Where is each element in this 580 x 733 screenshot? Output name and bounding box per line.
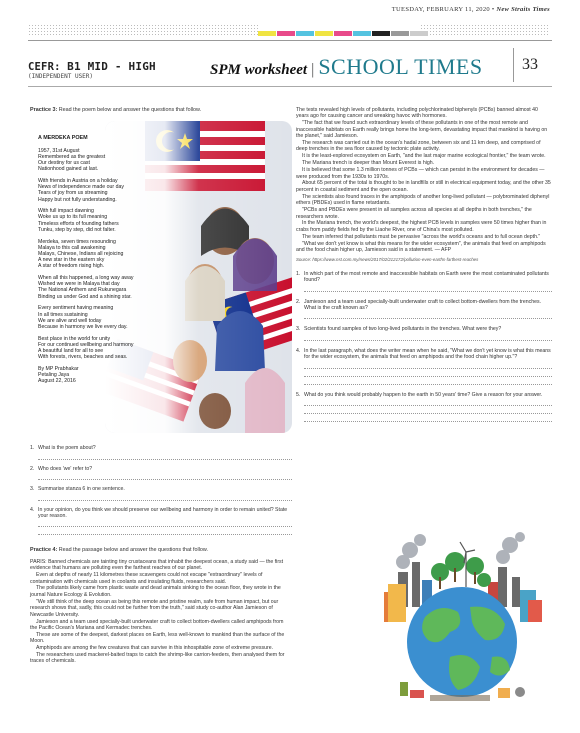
polluted-earth-illustration	[380, 532, 545, 707]
question-number: 3.	[296, 326, 301, 333]
article-paragraph: Amphipods are among the few creatures that can survive in this inhospitable zone of extreme pressure.	[36, 645, 274, 652]
poem-text	[38, 135, 168, 384]
answer-line[interactable]	[38, 527, 292, 535]
question-number: 4.	[30, 506, 35, 513]
article-paragraph: The scientists also found traces in the amphipods of another long-lived pollutant — polybrominated diphenyl ethers (PBDEs) used in flame retardants.	[296, 193, 550, 207]
article-paragraph: "PCBs and PBDEs were present in all samples across all species at all depths in both trenches," the researchers wrote.	[296, 207, 532, 220]
practice-4-heading	[30, 547, 292, 553]
poem-stanza: Merdeka, seven times resounding Malaya to this call awakening Malays, Chinese, Indians all rejoicing A new star in the eastern sky A star of freedom rising high.	[38, 238, 124, 270]
color-bar-swatch	[258, 31, 276, 36]
question-text-row	[296, 299, 552, 312]
article-paragraph: PARIS: Banned chemicals are tainting tiny crustaceans that inhabit the deepest ocean, a study said — the first evidence that humans are polluting even the farthest reaches of our planet.	[30, 558, 284, 572]
question-text: What do you think would probably happen to the earth in 50 years' time? Give a reason for your answer.	[304, 391, 543, 398]
answer-line[interactable]	[304, 284, 552, 292]
header-rule-bottom	[28, 86, 552, 87]
answer-line[interactable]	[38, 472, 292, 480]
masthead-title: SCHOOL TIMES	[318, 54, 483, 79]
question-item	[296, 348, 552, 385]
question-item	[296, 392, 552, 422]
dotted-band-right	[420, 24, 550, 36]
answer-line[interactable]	[304, 398, 552, 406]
article-left	[30, 559, 292, 665]
article-paragraph: The pollutants likely came from plastic waste and dead animals sinking to the ocean floor, they wrote in the journal Nature Ecology & Evolution.	[30, 585, 281, 598]
answer-line[interactable]	[304, 311, 552, 319]
article-paragraph: In the Mariana trench, the world's deepest, the highest PCB levels in samples were 50 times higher than in crabs from paddy fields fed by the Liaohe River, one of China's most polluted.	[296, 220, 547, 233]
article-right	[296, 107, 552, 253]
practice-3-instruction: Read the poem below and answer the questions that follow.	[58, 107, 202, 113]
question-item	[296, 299, 552, 320]
practice-3-label: Practice 3:	[30, 107, 58, 113]
practice-3-heading	[30, 107, 292, 113]
question-number: 5.	[296, 391, 301, 398]
article-paragraph: About 65 percent of the total is thought to be in landfills or still in electrical equipment today, and the other 35 percent in coastal sediment and the open ocean.	[296, 180, 551, 193]
article-paragraph: "The fact that we found such extraordinary levels of these pollutants in one of the most remote and inaccessible habitats on Earth really brings home the long-term, devastating impact that mankind is having on the planet," said Jamieson.	[296, 120, 548, 140]
practice-4-instruction: Read the passage below and answer the questions that follow.	[58, 547, 209, 554]
question-text: Scientists found samples of two long-lived pollutants in the trenches. What were they?	[304, 326, 502, 333]
poem-box	[30, 121, 292, 439]
newspaper-name: New Straits Times	[496, 6, 550, 13]
page-number-box	[513, 48, 538, 82]
question-text: Summarise stanza 6 in one sentence.	[38, 486, 125, 493]
article-paragraph: These are some of the deepest, darkest places on Earth, less well-known to mankind than the surface of the Moon.	[30, 631, 285, 645]
question-text: In your opinion, do you think we should preserve our wellbeing and harmony in order to remain united? State your reason.	[38, 506, 288, 520]
masthead-worksheet: SPM worksheet	[210, 62, 308, 78]
color-bar-swatch	[391, 31, 409, 36]
color-bar-swatch	[334, 31, 352, 36]
question-item	[30, 507, 292, 536]
article-paragraph: It is the least-explored ecosystem on Earth, "and the last major marine ecological frontier," the team wrote.	[302, 153, 546, 160]
poem-stanza: Every sentiment having meaning In all times sustaining We are alive and well today Because in harmony we live every day.	[38, 305, 128, 330]
question-text: What is the poem about?	[38, 445, 96, 452]
question-item	[296, 271, 552, 292]
poem-stanza: When all this happened, a long way away Wished we were in Malaya that day The National Anthem and Rukunegara Binding us under God and a shining star.	[38, 275, 134, 300]
question-number: 2.	[296, 298, 301, 305]
practice-4-label: Practice 4:	[30, 547, 58, 554]
practice-3-questions	[30, 445, 292, 535]
header-rule-top	[28, 40, 552, 41]
answer-line[interactable]	[304, 414, 552, 422]
question-text: Jamieson and a team used specially-built underwater craft to collect bottom-dwellers from the trenches. What is the craft known as?	[304, 298, 542, 312]
article-paragraph: "What we don't yet know is what this means for the wider ecosystem", the animals that feed on amphipods and the food chain higher up, Jamieson said in a statement. — AFP	[296, 240, 546, 254]
answer-line[interactable]	[38, 452, 292, 460]
question-text: In which part of the most remote and inaccessible habitats on Earth were the most contaminated pollutants found?	[304, 270, 549, 284]
question-text-row	[296, 348, 552, 361]
masthead	[210, 54, 483, 80]
question-item	[30, 486, 292, 500]
cefr-prefix: CEFR:	[28, 61, 61, 73]
question-number: 3.	[30, 486, 35, 493]
question-item	[296, 326, 552, 340]
article-paragraph: The tests revealed high levels of pollutants, including polychlorinated biphenyls (PCBs) banned almost 40 years ago for causing cancer and wreaking havoc with hormones.	[296, 107, 538, 120]
question-number: 4.	[296, 347, 301, 354]
cefr-level	[28, 60, 156, 73]
article-source: Source: https://www.nst.com.my/news/2017/02/212172/pollution-even-earths-farthest-reaches	[296, 257, 479, 263]
answer-line[interactable]	[304, 369, 552, 377]
answer-line[interactable]	[304, 377, 552, 385]
right-column	[296, 107, 552, 422]
poem-stanza: 1957, 31st August Remembered as the greatest Our destiny for us cast Nationhood gained at last.	[38, 147, 106, 173]
color-bar-swatch	[372, 31, 390, 36]
article-paragraph: Jamieson and a team used specially-built underwater craft to collect bottom-dwellers called amphipods from the Pacific Ocean's Mariana and Kermadec trenches.	[30, 618, 284, 631]
article-paragraph: "We still think of the deep ocean as being this remote and pristine realm, safe from human impact, but our research shows that, sadly, this could not be further from the truth," said study co-author Alan Jamieson of Newcastle University.	[30, 598, 279, 618]
left-column	[30, 107, 292, 665]
article-paragraph: The team inferred that pollutants must be pervasive "across the world's oceans and to full ocean depth."	[302, 233, 541, 240]
issue-date: TUESDAY, FEBRUARY 11, 2020	[391, 6, 490, 13]
poem-stanza: Best place in the world for unity For our continued wellbeing and harmony A beautiful land for all to see With forests, rivers, beaches and seas.	[38, 335, 134, 361]
answer-line[interactable]	[304, 361, 552, 369]
answer-line[interactable]	[304, 406, 552, 414]
color-bar-swatch	[353, 31, 371, 36]
masthead-separator: |	[311, 61, 315, 78]
article-paragraph: It is believed that some 1.3 million tonnes of PCBs — which can persist in the environment for decades — were produced from the 1930s to 1970s.	[296, 167, 545, 180]
cefr-subtitle: (INDEPENDENT USER)	[28, 73, 94, 80]
poem-title: A MERDEKA POEM	[38, 135, 88, 142]
question-text-row	[30, 507, 292, 520]
question-text: In the last paragraph, what does the writer mean when he said, "What we don't yet know is what this means for the wider ecosystem, the animals that feed on amphipods and the food chain higher up."?	[304, 347, 551, 361]
question-text-row	[296, 392, 552, 398]
article-paragraph: The research was carried out in the ocean's hadal zone, between six and 11 km deep, and comprised of deep trenches in the sea floor caused by tectonic plate activity.	[296, 140, 541, 153]
print-color-bar	[258, 31, 429, 36]
question-text-row	[296, 271, 552, 284]
poem-signature: By MP Prabhakar Petaling Jaya August 22, 2016	[38, 366, 79, 385]
color-bar-swatch	[410, 31, 428, 36]
answer-line[interactable]	[38, 493, 292, 501]
practice-4-questions	[296, 271, 552, 422]
question-number: 2.	[30, 465, 35, 472]
poem-stanza: With full impact dawning Woke us up to its full meaning Timeless efforts of founding fathers Tunku, step by step, did not falter.	[38, 208, 119, 233]
question-number: 1.	[30, 445, 35, 452]
dotted-band-left	[28, 24, 258, 36]
poem-stanzas	[38, 148, 168, 361]
question-number: 1.	[296, 270, 301, 277]
answer-line[interactable]	[304, 333, 552, 341]
question-item	[30, 445, 292, 459]
article-paragraph: The Mariana trench is deeper than Mount Everest is high.	[302, 160, 435, 167]
poem-stanza: With friends in Austria on a holiday News of independence made our day Tears of joy from us streaming Happy but not fully understanding.	[38, 177, 124, 203]
color-bar-swatch	[277, 31, 295, 36]
color-bar-swatch	[315, 31, 333, 36]
page-number: 33	[522, 56, 538, 73]
color-bar-swatch	[296, 31, 314, 36]
answer-line[interactable]	[38, 519, 292, 527]
article-paragraph: Even at depths of nearly 11 kilometres these scavengers could not escape "extraordinary" levels of contamination with chemicals used in coolants and insulating fluids, researchers said.	[30, 572, 263, 585]
cefr-level-value: B1 MID - HIGH	[67, 60, 156, 73]
article-paragraph: The researchers used mackerel-baited traps to catch the shrimp-like carrion-feeders, then analysed them for traces of chemicals.	[30, 652, 285, 665]
question-item	[30, 466, 292, 480]
dateline: TUESDAY, FEBRUARY 11, 2020 • New Straits Times	[391, 6, 550, 13]
question-text: Who does 'we' refer to?	[38, 465, 93, 472]
